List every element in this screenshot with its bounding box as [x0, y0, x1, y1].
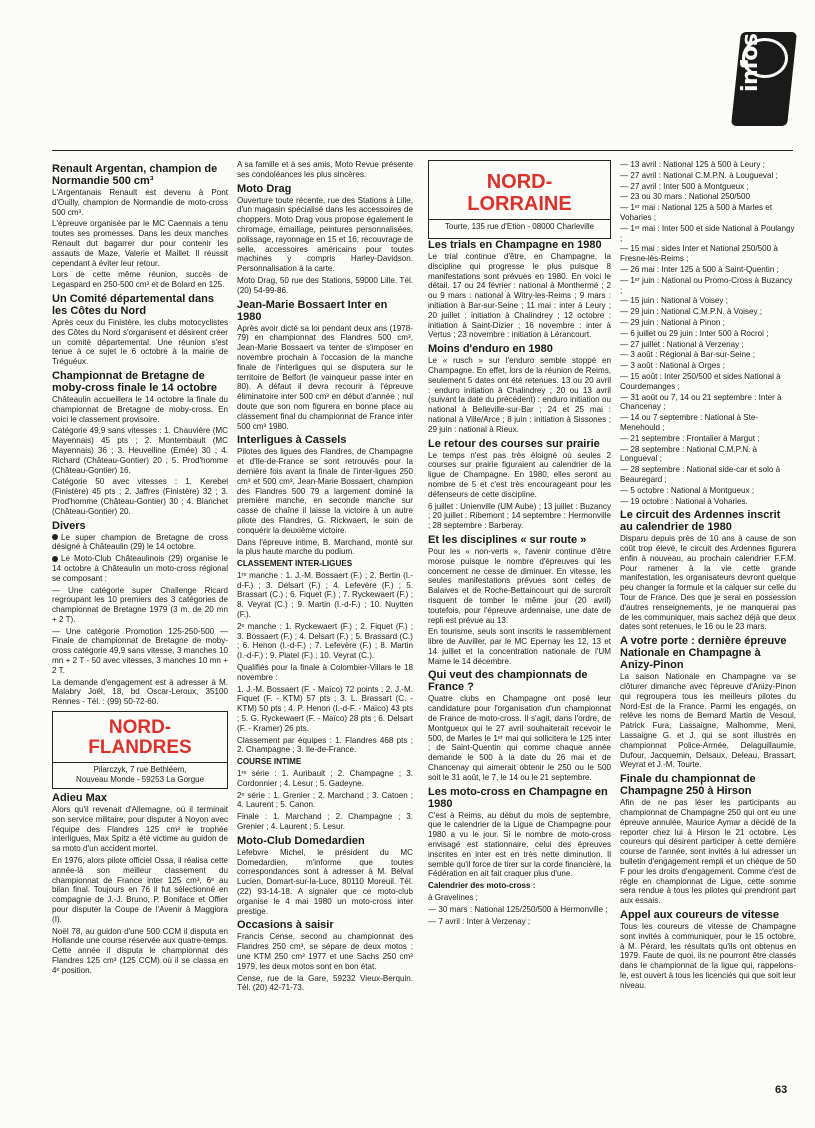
article-occasions: [237, 919, 413, 993]
region-header-nord-flandres: [52, 711, 228, 789]
article-domedardien: [237, 835, 413, 917]
paragraph: A sa famille et à ses amis, Moto Revue présente ses condoléances les plus sincères.: [237, 160, 413, 179]
article-renault: [52, 163, 228, 290]
column-3: [428, 236, 611, 928]
article-title: Occasions à saisir: [237, 919, 334, 932]
article-title: Les moto-cross en Champagne en 1980: [428, 785, 608, 810]
region-header-nord-lorraine: [428, 160, 611, 239]
article-title: Appel aux coureurs de vitesse: [620, 909, 779, 921]
paragraph: 2ᵉ série : 1. Grenier ; 2. Marchand ; 3. Catoen ; 4. Laurent ; 5. Canon.: [237, 790, 413, 810]
paragraph: Qualifiés pour la finale à Colombier-Villars le 18 novembre :: [237, 663, 413, 682]
paragraph: L'épreuve organisée par le MC Caennais a tenu toutes ses promesses. Dans les deux manches Renault dut bagarrer dur pour contenir les assauts de Maze, Valerie et Maillet. Il réussit cependant à éviter leur retour.: [52, 219, 228, 268]
article-adieu-max: [52, 792, 228, 976]
article-bossaert: [237, 299, 413, 432]
list-item: — 6 juillet ou 29 juin : Inter 500 à Rocroi ;: [620, 328, 769, 338]
logo-text: infos: [738, 33, 763, 92]
article-comite: [52, 293, 228, 367]
article-hirson: [620, 773, 796, 906]
article-title: A votre porte : dernière épreuve Nationale en Champagne à Anizy-Pinon: [620, 635, 787, 672]
paragraph: — 30 mars : National 125/250/500 à Hermonville ;: [428, 904, 608, 914]
list-item: — 28 septembre : National C.M.P.N. à Longueval ;: [620, 444, 758, 464]
paragraph: Pour les « non-verts », l'avenir continue d'être morose puisque le nombre d'épreuves qui les concernent ne cesse de diminuer. En vitesse, les seules manifestations prévues sont celles de Balaives et de Roche-Bettaincourt qui de surcroît risquent de tomber le même jour (20 avril) toutefois, pour l'épreuve ardennaise, une date de repli est prévue au 13.: [428, 546, 611, 625]
paragraph: CLASSEMENT INTER-LIGUES: [237, 559, 353, 569]
article-title: Les trials en Champagne en 1980: [428, 239, 602, 251]
region-title: LORRAINE: [467, 193, 572, 215]
paragraph: Calendrier des moto-cross :: [428, 881, 536, 891]
infos-logo: [728, 32, 796, 128]
paragraph: 1ʳᵉ série : 1. Auribault ; 2. Champagne ; 3. Cordonnier ; 4. Lesur ; 5. Gadeyne.: [237, 769, 413, 788]
region-title: NORD-: [108, 717, 172, 739]
page-number: 63: [775, 1084, 788, 1096]
paragraph: Le trial continue d'être, en Champagne, la discipline qui progresse le plus puisque 8 manifestations sont prévues en 1980. En voici le détail. 17 ou 24 février : national à Monthermé ; 2 ou 9 mars : national à Witry-les-Reims ; 9 mars : initiation à Bar-sur-Seine ; 11 mai : inter à Leury ; 20 juillet : initiation à Chalindrey ; 12 octobre : initiation à Saint-Dizier ; 16 novembre : inter à Vertus ; 23 novembre : initiation à Lérancourt.: [428, 252, 611, 340]
bullet-icon: [52, 534, 58, 540]
article-title: Finale du championnat de Champagne 250 à Hirson: [620, 773, 756, 798]
paragraph: Alors qu'il revenait d'Allemagne, où il terminait son service militaire, pour disputer à Noyon avec l'équipe des Flandres 125 cm³ le trophée interligues, Max Spitz a été victime au guidon de sa moto d'un accident mortel.: [52, 805, 228, 854]
paragraph: Le « rusch » sur l'enduro semble stoppé en Champagne. En effet, lors de la réunion de Reims, seulement 5 dates ont été retenues. 13 ou 20 avril : enduro initiation à Chalindrey ; 20 ou 13 avril (suivant la date du précédent) : enduro initiation ou national à Belleville-sur-Bar ; 24 et 25 mai : national à Ville/Arce ; 8 juin : initiation à Sissones ; 29 juin : national à Rieux.: [428, 356, 611, 434]
list-item: — 3 août : Régional à Bar-sur-Seine ;: [620, 350, 755, 360]
article-title: Moto-Club Domedardien: [237, 834, 365, 847]
list-item: — 29 juin : National C.M.P.N. à Voisey ;: [620, 307, 763, 317]
article-title: Interligues à Cassels: [237, 434, 347, 447]
article-moto-drag: [237, 183, 413, 296]
paragraph: Cense, rue de la Gare, 59232 Vieux-Berquin. Tél. (20) 42-71-73.: [237, 973, 413, 993]
article-enduro: [428, 343, 611, 434]
paragraph: Dans l'épreuve intime, B. Marchand, monté sur la plus haute marche du podium.: [237, 537, 413, 557]
article-anizy-pinon: [620, 635, 796, 770]
paragraph: Châteaulin accueillera le 14 octobre la finale du championnat de Bretagne de moby-cross. En voici le classement provisoire.: [52, 394, 228, 424]
list-item: — 26 mai : Inter 125 à 500 à Saint-Quentin ;: [620, 264, 779, 274]
column-2: [237, 160, 413, 995]
paragraph: — Une catégorie super Challenge Ricard regroupant les 10 premiers des 3 catégories de championnat de Bretagne 1979 (3 m. de 20 mn + 2 T).: [52, 585, 228, 624]
list-item: — 13 avril : National 125 à 500 à Leury ;: [620, 160, 765, 169]
article-prairie: [428, 438, 611, 531]
paragraph: La demande d'engagement est à adresser à M. Malabry Joël, 18, bd Oscar-Leroux, 35100 Rennes - Tél. : (99) 50-72-60.: [52, 677, 228, 707]
paragraph: La saison Nationale en Champagne va se clôturer dimanche avec l'épreuve d'Anizy-Pinon qui regroupera tous les meilleurs pilotes du Nord-Est de la France. Parmi les engagés, on relève les noms de Bernard Martin de Vesoul, Patrick Fura, Lassaigne, Malhomme, Meni, Lassaigne G. et J. qui se sont illustrés en championnat Police-Armée, Delaguillaumie, Dufour, Jacquemin, Delsaux, Deleau, Brassart, Weyrat et J.-M. Tourte.: [620, 672, 796, 770]
paragraph: Francis Cense, second au championnat des Flandres 250 cm³, se sépare de deux motos : une KTM 250 cm³ 1977 et une Sachs 250 cm³ 1979, les deux motos sont en bon état.: [237, 932, 413, 971]
paragraph: En tourisme, seuls sont inscrits le rassemblement libre de Auviller, par le MC Epernay les 12, 13 et 14 juillet et la concentration nationale de l'UM Marne le 14 décembre.: [428, 627, 611, 666]
paragraph: Noël 78, au guidon d'une 500 CCM il disputa en Hollande une course réservée aux quatre-temps. Cette année il disputa le championnat des Flandres 125 cm³ (125 CCM) où il se classa en 4ᵉ position.: [52, 926, 228, 975]
article-title: Adieu Max: [52, 792, 108, 805]
article-title: Un Comité départemental dans les Côtes du Nord: [52, 292, 214, 317]
paragraph: Afin de ne pas léser les participants au championnat de Champagne 250 qui ont eu une épreuve annulée, Maurice Aymar a décidé de la reporter chez lui à Hirson le 21 octobre. Les coureurs qui désirent participer à cette dernière course de l'année, sont invités à lui adresser un bulletin d'engagement rempli et un chèque de 50 F pour les droits d'engagement. Comme c'est de règle en championnat de Ligue, cette somme sera rendue à tous les pilotes qui prendront part aux essais.: [620, 798, 796, 906]
article-title: Moins d'enduro en 1980: [428, 343, 553, 356]
list-item: — 27 avril : Inter 500 à Montgueux ;: [620, 181, 749, 191]
article-trials: [428, 239, 611, 340]
region-address: Pilarczyk, 7 rue Bethléem, Nouveau Monde - 59253 La Gorgue: [53, 762, 227, 784]
bullet-icon: [52, 556, 58, 562]
list-item: — 15 août : Inter 250/500 et sides National à Courdemanges ;: [620, 371, 781, 391]
paragraph: Le super champion de Bretagne de cross désigné à Châteaulin (29) le 14 octobre.: [52, 532, 228, 552]
paragraph: Le Moto-Club Châteaulinois (29) organise le 14 octobre à Châteaulin un moto-cross régional se composant :: [52, 554, 228, 583]
article-title: Le circuit des Ardennes inscrit au calendrier de 1980: [620, 509, 781, 534]
article-title: Divers: [52, 519, 86, 532]
article-title: Moto Drag: [237, 182, 292, 195]
list-item: — 1ᵉʳ mai : National 125 à 500 à Marles et Voharies ;: [620, 203, 773, 222]
column-4: [620, 160, 796, 993]
list-item: — 27 avril : National C.M.P.N. à Lougueval ;: [620, 170, 778, 180]
region-title: FLANDRES: [88, 737, 192, 759]
paragraph: COURSE INTIME: [237, 757, 302, 767]
article-moto-cross-1980: [428, 786, 611, 927]
article-title: Jean-Marie Bossaert Inter en 1980: [237, 298, 388, 323]
article-ardennes: [620, 509, 796, 632]
list-item: — 28 septembre : National side-car et solo à Beauregard ;: [620, 465, 781, 484]
column-1: [52, 160, 228, 978]
article-title: Championnat de Bretagne de moby-cross finale le 14 octobre: [52, 369, 218, 394]
paragraph: 2ᵉ manche : 1. Ryckewaert (F.) ; 2. Fiquet (F.) ; 3. Bossaert (F.) ; 4. Delsart (F.) ; 5. Brassard (C.) ; 6. Henon (I.-d-F.) ; 7. Lefevère (F.) ; 8. Martin (I.-d-F.) ; 9. Platel (F.) ; 10. Veyrat (C.).: [237, 621, 413, 661]
article-appel-vitesse: [620, 909, 796, 991]
paragraph: Ouverture toute récente, rue des Stations à Lille, d'un magasin spécialisé dans les accessoires de choppers. Moto Drag vous propose également le chromage, émaillage, peintures personnalisées, polissage, rayonnage en 15 et 16, recouvrage de selle, accessoires américains pour toutes machines y compris Harley-Davidson. Personnalisation à la carte.: [237, 195, 413, 274]
paragraph: C'est à Reims, au début du mois de septembre, que le calendrier de la Ligue de Champagne pour 1980 a vu le jour. Si le nombre de moto-cross envisagé est stationnaire, celui des épreuves inscrites en inter est en très nette diminution. Il semble qu'il force de tirer sur la corde financière, la Fédération en ait fait craquer plus d'une.: [428, 810, 611, 879]
list-item: — 21 septembre : Frontalier à Margut ;: [620, 433, 760, 443]
paragraph: Disparu depuis près de 10 ans à cause de son coût trop élevé, le circuit des Ardennes figurera enfin à nouveau, au prochain calendrier F.F.M. Pour ramener à la vie cette grande manifestation, les organisateurs devront quelque peu changer la formule et la calquer sur celle du Tour de France. Des que je serai en possession d'autres renseignements, je ne manquerai pas de les communiquer, mais sachez déjà que deux dates sont retenues, le 16 ou le 23 mars.: [620, 534, 796, 632]
paragraph: Lors de cette même réunion, succès de Legaspard en 250-500 cm³ et de Bolard en 125.: [52, 270, 228, 290]
paragraph: Le temps n'est pas très éloigné où seules 2 courses sur prairie figuraient au calendrier de la ligue de Champagne. En 1980, elles seront au nombre de 5 et c'est très encourageant pour les défenseurs de cette discipline.: [428, 450, 611, 499]
article-title: Qui veut des championnats de France ?: [428, 669, 588, 694]
paragraph: En 1976, alors pilote officiel Ossa, il réalisa cette année-là son meilleur classement du championnat de France inter 125 cm³, 6ᵉ au bilan final. Toujours en 76 il fut sélectionné en compagnie de J.-J. Bruno, P. Boniface et Offier pour disputer la Coupe de l'Avenir à Maggiora (I).: [52, 856, 228, 924]
region-address: Tourte, 135 rue d'Etion - 08000 Charleville: [429, 219, 610, 232]
list-item: — 1ᵉʳ juin : National ou Promo-Cross à Buzancy ;: [620, 275, 793, 295]
list-item: — 23 ou 30 mars : National 250/500: [620, 192, 751, 202]
paragraph: — Une catégorie Promotion 125-250-500 — Finale de championnat de Bretagne de moby-cross catégorie 49,9 sans vitesse, 3 manches 10 mn + 2 T - 50 avec vitesses, 3 manches 10 mn + 2 T.: [52, 626, 228, 675]
list-item: — 14 ou 7 septembre : National à Ste-Menehould ;: [620, 413, 759, 432]
paragraph: Lefebvre Michel, le président du MC Domedardien, m'informe que toutes correspondances sont à adresser à M. Belval Lucien, Domart-sur-la-Luce, 80110 Moreuil. Tél. (22) 93-14-18. A signaler que ce moto-club organise le 4 mai 1980 un moto-cross inter prestige.: [237, 847, 413, 916]
paragraph: Pilotes des ligues des Flandres, de Champagne et d'Ile-de-France se sont retrouvés pour la dernière fois avant la finale de l'inter-ligues 250 cm³ et 500 cm³, Jean-Marie Bossaert, champion des Flandres 500 79 a largement dominé la première manche, en seconde manche sur casse de chaîne il laisse la victoire à un autre pilote des Flandres, G. Rickwaert, le soin de conquérir la deuxième victoire.: [237, 447, 413, 535]
list-item: — 27 juillet : National à Verzenay ;: [620, 339, 744, 349]
paragraph: Tous les coureurs de vitesse de Champagne sont invités à communiquer, pour le 15 octobre, à M. Pérard, les résultats qu'ils ont obtenus en 1979. Faute de quoi, ils ne pourront être classés dans le championnat de la ligue qui, rappelons-le, est ouvert à tous les licenciés qui que soit leur niveau.: [620, 922, 796, 990]
paragraph: Catégorie 50 avec vitesses : 1. Kerebel (Finistère) 45 pts ; 2. Jaffres (Finistère) 32 ; 3. Prod'homme (Château-Gontier) 30 ; 4. Blanchet (Château-Gontier) 20.: [52, 477, 228, 516]
paragraph: Quatre clubs en Champagne ont posé leur candidature pour l'organisation d'un championnat de France de moto-cross. Il s'agit, dans l'ordre, de Montgueux qui le 27 avril souhaiterait recevoir le 500, de Marles le 1ᵉʳ mai qui sollicitera le 125 inter ; de Saint-Quentin qui comme chaque année demande le 500 à la date du 26 mai et de Chancenay qui aimerait obtenir le 250 ou le 500 soit le 31 août, le 7, le 14 ou le 21 septembre.: [428, 694, 611, 782]
list-item: — 1ᵉʳ mai : Inter 500 et side National à Poulangy ;: [620, 223, 795, 243]
list-item: — 31 août ou 7, 14 ou 21 septembre : Inter à Chancenay ;: [620, 392, 782, 412]
list-item: — 15 juin : National à Voisey ;: [620, 296, 728, 306]
list-item: — 19 octobre : National à Voharies.: [620, 496, 748, 506]
article-title: Renault Argentan, champion de Normandie 500 cm³: [52, 163, 218, 187]
region-title: NORD-: [486, 171, 553, 193]
paragraph: 1. J.-M. Bossaert (F. - Maïco) 72 points ; 2. J.-M. Fiquet (F. - KTM) 57 pts ; 3. L. Brassart (C. - KTM) 50 pts ; 4. P. Henon (I.-d-F. - Maïco) 43 pts ; 5. G. Ryckewaert (F. - Maïco) 28 pts ; 6. Delsart (F. - Kramer) 26 pts.: [237, 684, 413, 733]
paragraph: Finale : 1. Marchand ; 2. Champagne ; 3. Grenier ; 4. Laurent ; 5. Lesur.: [237, 812, 413, 832]
list-item: — 15 mai : sides Inter et National 250/500 à Fresne-lès-Reims ;: [620, 244, 778, 264]
article-championnats: [428, 669, 611, 782]
article-interligues: [237, 434, 413, 831]
list-item: — 29 juin : National à Pinon ;: [620, 317, 725, 327]
paragraph: à Gravelines ;: [428, 893, 478, 903]
paragraph: — 7 avril : Inter à Verzenay ;: [428, 916, 531, 926]
header-rule: [52, 150, 793, 151]
paragraph: 6 juillet : Unienville (UM Aube) ; 13 juillet : Buzancy ; 20 juillet : Ribemont ; 14 septembre : Hermonville ; 28 septembre : Barberay.: [428, 501, 611, 531]
article-title: Et les disciplines « sur route »: [428, 533, 587, 546]
article-title: Le retour des courses sur prairie: [428, 437, 600, 450]
paragraph: L'Argentanais Renault est devenu à Pont d'Ouilly, champion de Normandie de moto-cross 500 cm³.: [52, 188, 228, 217]
paragraph: 1ʳᵉ manche : 1. J.-M. Bossaert (F.) ; 2. Bertin (I.-d-F.) ; 3. Delsart (F.) ; 4. Lefevère (F.) ; 5. Brassart (C.) ; 6. Fiquet (F.) ; 7. Ryckewaert (F.) ; 8. Veyrat (C.) ; 9. Martin (I.-d-F.) ; 10. Nuytten (F.).: [237, 570, 413, 620]
paragraph: Moto Drag, 50 rue des Stations, 59000 Lille. Tél. (20) 54-99-86.: [237, 275, 413, 295]
article-moby-cross: [52, 370, 228, 517]
list-item: — 5 octobre : National à Montgueux ;: [620, 485, 755, 495]
paragraph: Après ceux du Finistère, les clubs motocyclistes des Côtes du Nord s'organisent et désirent créer un comité départemental. Une réunion s'est tenue à ce sujet le 6 octobre à la mairie de Tréguéux.: [52, 317, 228, 367]
paragraph: Catégorie 49,9 sans vitesses : 1. Chauvière (MC Mayennais) 45 pts ; 2. Montembault (MC Mayennais) 36 ; 3. Heuvelline (Ernée) 30 ; 4. Richard (Château-Gontier) 20 ; 5. Prod'homme (Château-Gontier) 16.: [52, 426, 228, 475]
paragraph: Après avoir dicté sa loi pendant deux ans (1978-79) en championnat des Flandres 500 cm³, Jean-Marie Bossaert va tenter de s'imposer en novembre prochain à l'occasion de la manche finale de l'interligues qui se disputera sur le territoire de Belfort (le vainqueur passe inter en 80). A défaut il devra recourir à l'épreuve éliminatoire inter 500 cm³ en début d'année ; nul doute que son nom figurera en bonne place au classement final du championnat de France inter 500 cm³ 1980.: [237, 323, 413, 431]
list-item: — 3 août : National à Orges ;: [620, 361, 725, 371]
calendar-list: [620, 160, 796, 506]
paragraph: Classement par équipes : 1. Flandres 468 pts ; 2. Champagne ; 3. Ile-de-France.: [237, 735, 413, 755]
article-divers: [52, 520, 228, 708]
article-route: [428, 534, 611, 667]
